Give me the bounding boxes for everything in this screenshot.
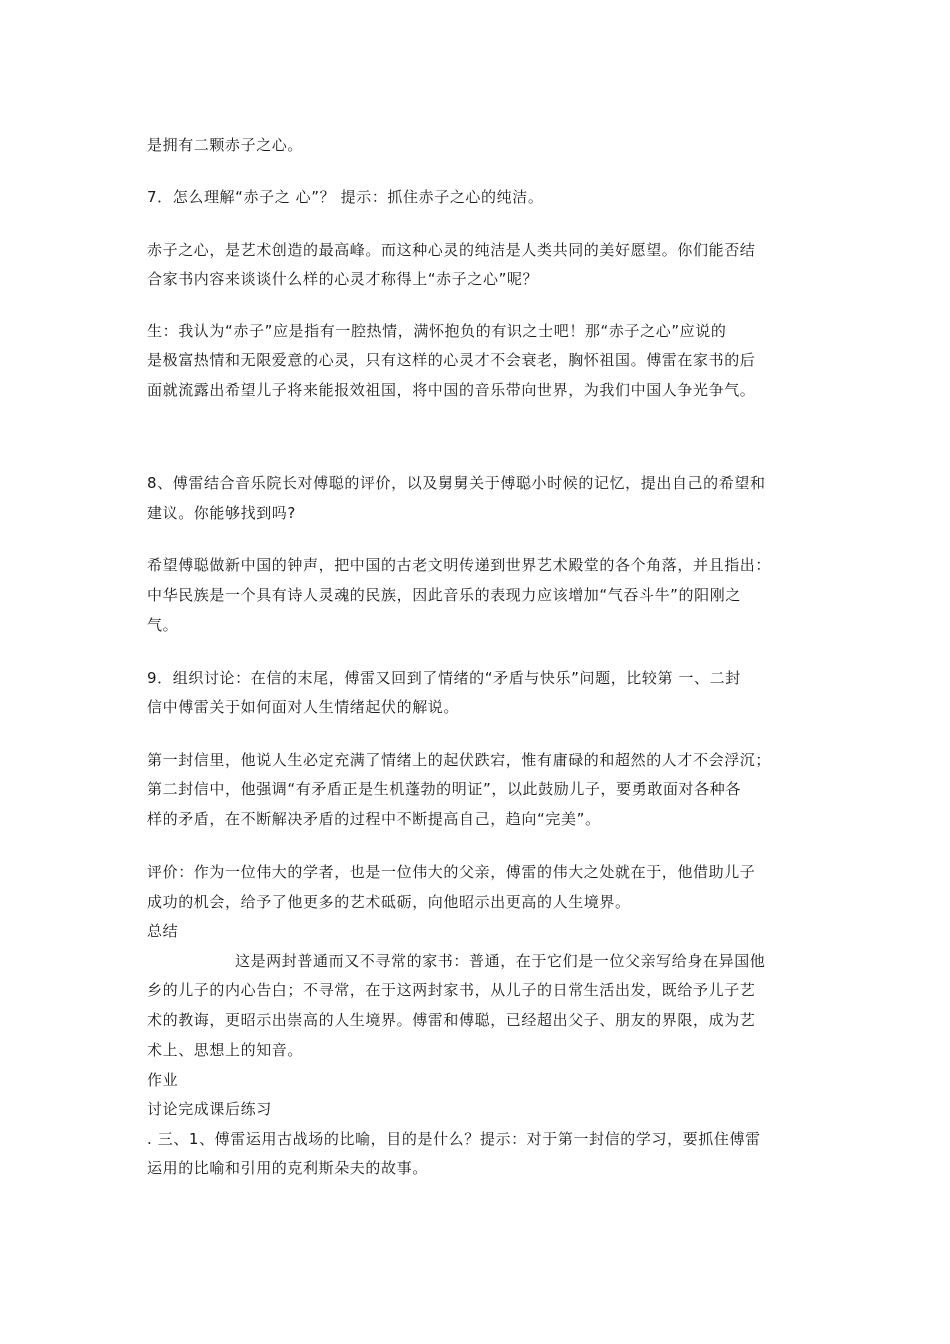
text-line: 希望傅聪做新中国的钟声，把中国的古老文明传递到世界艺术殿堂的各个角落，并且指出： xyxy=(147,556,772,574)
text-line: 中华民族是一个具有诗人灵魂的民族，因此音乐的表现力应该增加“气吞斗牛”的阳刚之 xyxy=(147,586,741,604)
question-9: 9．组织讨论：在信的末尾，傅雷又回到了情绪的“矛盾与快乐”问题，比较第 一、二封 xyxy=(147,669,741,687)
text-line: 运用的比喻和引用的克利斯朵夫的故事。 xyxy=(147,1159,428,1177)
text-line: 是极富热情和无限爱意的心灵，只有这样的心灵才不会衰老，胸怀祖国。傅雷在家书的后 xyxy=(147,351,756,369)
text-line: 第一封信里，他说人生必定充满了情绪上的起伏跌宕，惟有庸碌的和超然的人才不会浮沉； xyxy=(147,751,772,769)
text-line: 样的矛盾，在不断解决矛盾的过程中不断提高自己，趋向“完美”。 xyxy=(147,810,601,828)
summary-heading: 总结 xyxy=(147,922,179,940)
question-8: 8、傅雷结合音乐院长对傅聪的评价，以及舅舅关于傅聪小时候的记忆，提出自己的希望和 xyxy=(147,474,766,492)
text-line: 第二封信中，他强调“有矛盾正是生机蓬勃的明证”，以此鼓励儿子，要勇敢面对各种各 xyxy=(147,780,741,798)
homework-heading: 作业 xyxy=(147,1071,179,1089)
text-line: 赤子之心，是艺术创造的最高峰。而这种心灵的纯洁是人类共同的美好愿望。你们能否结 xyxy=(147,241,756,259)
text-line: 是拥有二颗赤子之心。 xyxy=(147,136,304,154)
text-line: 讨论完成课后练习 xyxy=(147,1100,272,1118)
text-line: 气。 xyxy=(147,616,179,634)
text-line: 合家书内容来谈谈什么样的心灵才称得上“赤子之心”呢？ xyxy=(147,270,539,288)
text-line: 术上、思想上的知音。 xyxy=(147,1041,304,1059)
summary-paragraph-start: 这是两封普通而又不寻常的家书：普通，在于它们是一位父亲写给身在异国他 xyxy=(235,952,766,970)
question-7: 7．怎么理解“赤子之 心”？ 提示：抓住赤子之心的纯洁。 xyxy=(147,188,544,206)
text-line: 乡的儿子的内心告白；不寻常，在于这两封家书，从儿子的日常生活出发，既给予儿子艺 xyxy=(147,981,756,999)
text-line: 术的教诲，更昭示出崇高的人生境界。傅雷和傅聪，已经超出父子、朋友的界限，成为艺 xyxy=(147,1011,756,1029)
text-line: 评价：作为一位伟大的学者，也是一位伟大的父亲，傅雷的伟大之处就在于，他借助儿子 xyxy=(147,863,756,881)
text-line: 信中傅雷关于如何面对人生情绪起伏的解说。 xyxy=(147,698,460,716)
text-line: 生：我认为“赤子”应是指有一腔热情，满怀抱负的有识之士吧！那“赤子之心”应说的 xyxy=(147,322,727,340)
text-line: . 三、1、傅雷运用古战场的比喻，目的是什么？提示：对于第一封信的学习，要抓住傅雷 xyxy=(147,1130,761,1148)
text-line: 面就流露出希望儿子将来能报效祖国，将中国的音乐带向世界，为我们中国人争光争气。 xyxy=(147,381,756,399)
text-line: 成功的机会，给予了他更多的艺术砥砺，向他昭示出更高的人生境界。 xyxy=(147,893,631,911)
text-line: 建议。你能够找到吗? xyxy=(147,504,296,522)
